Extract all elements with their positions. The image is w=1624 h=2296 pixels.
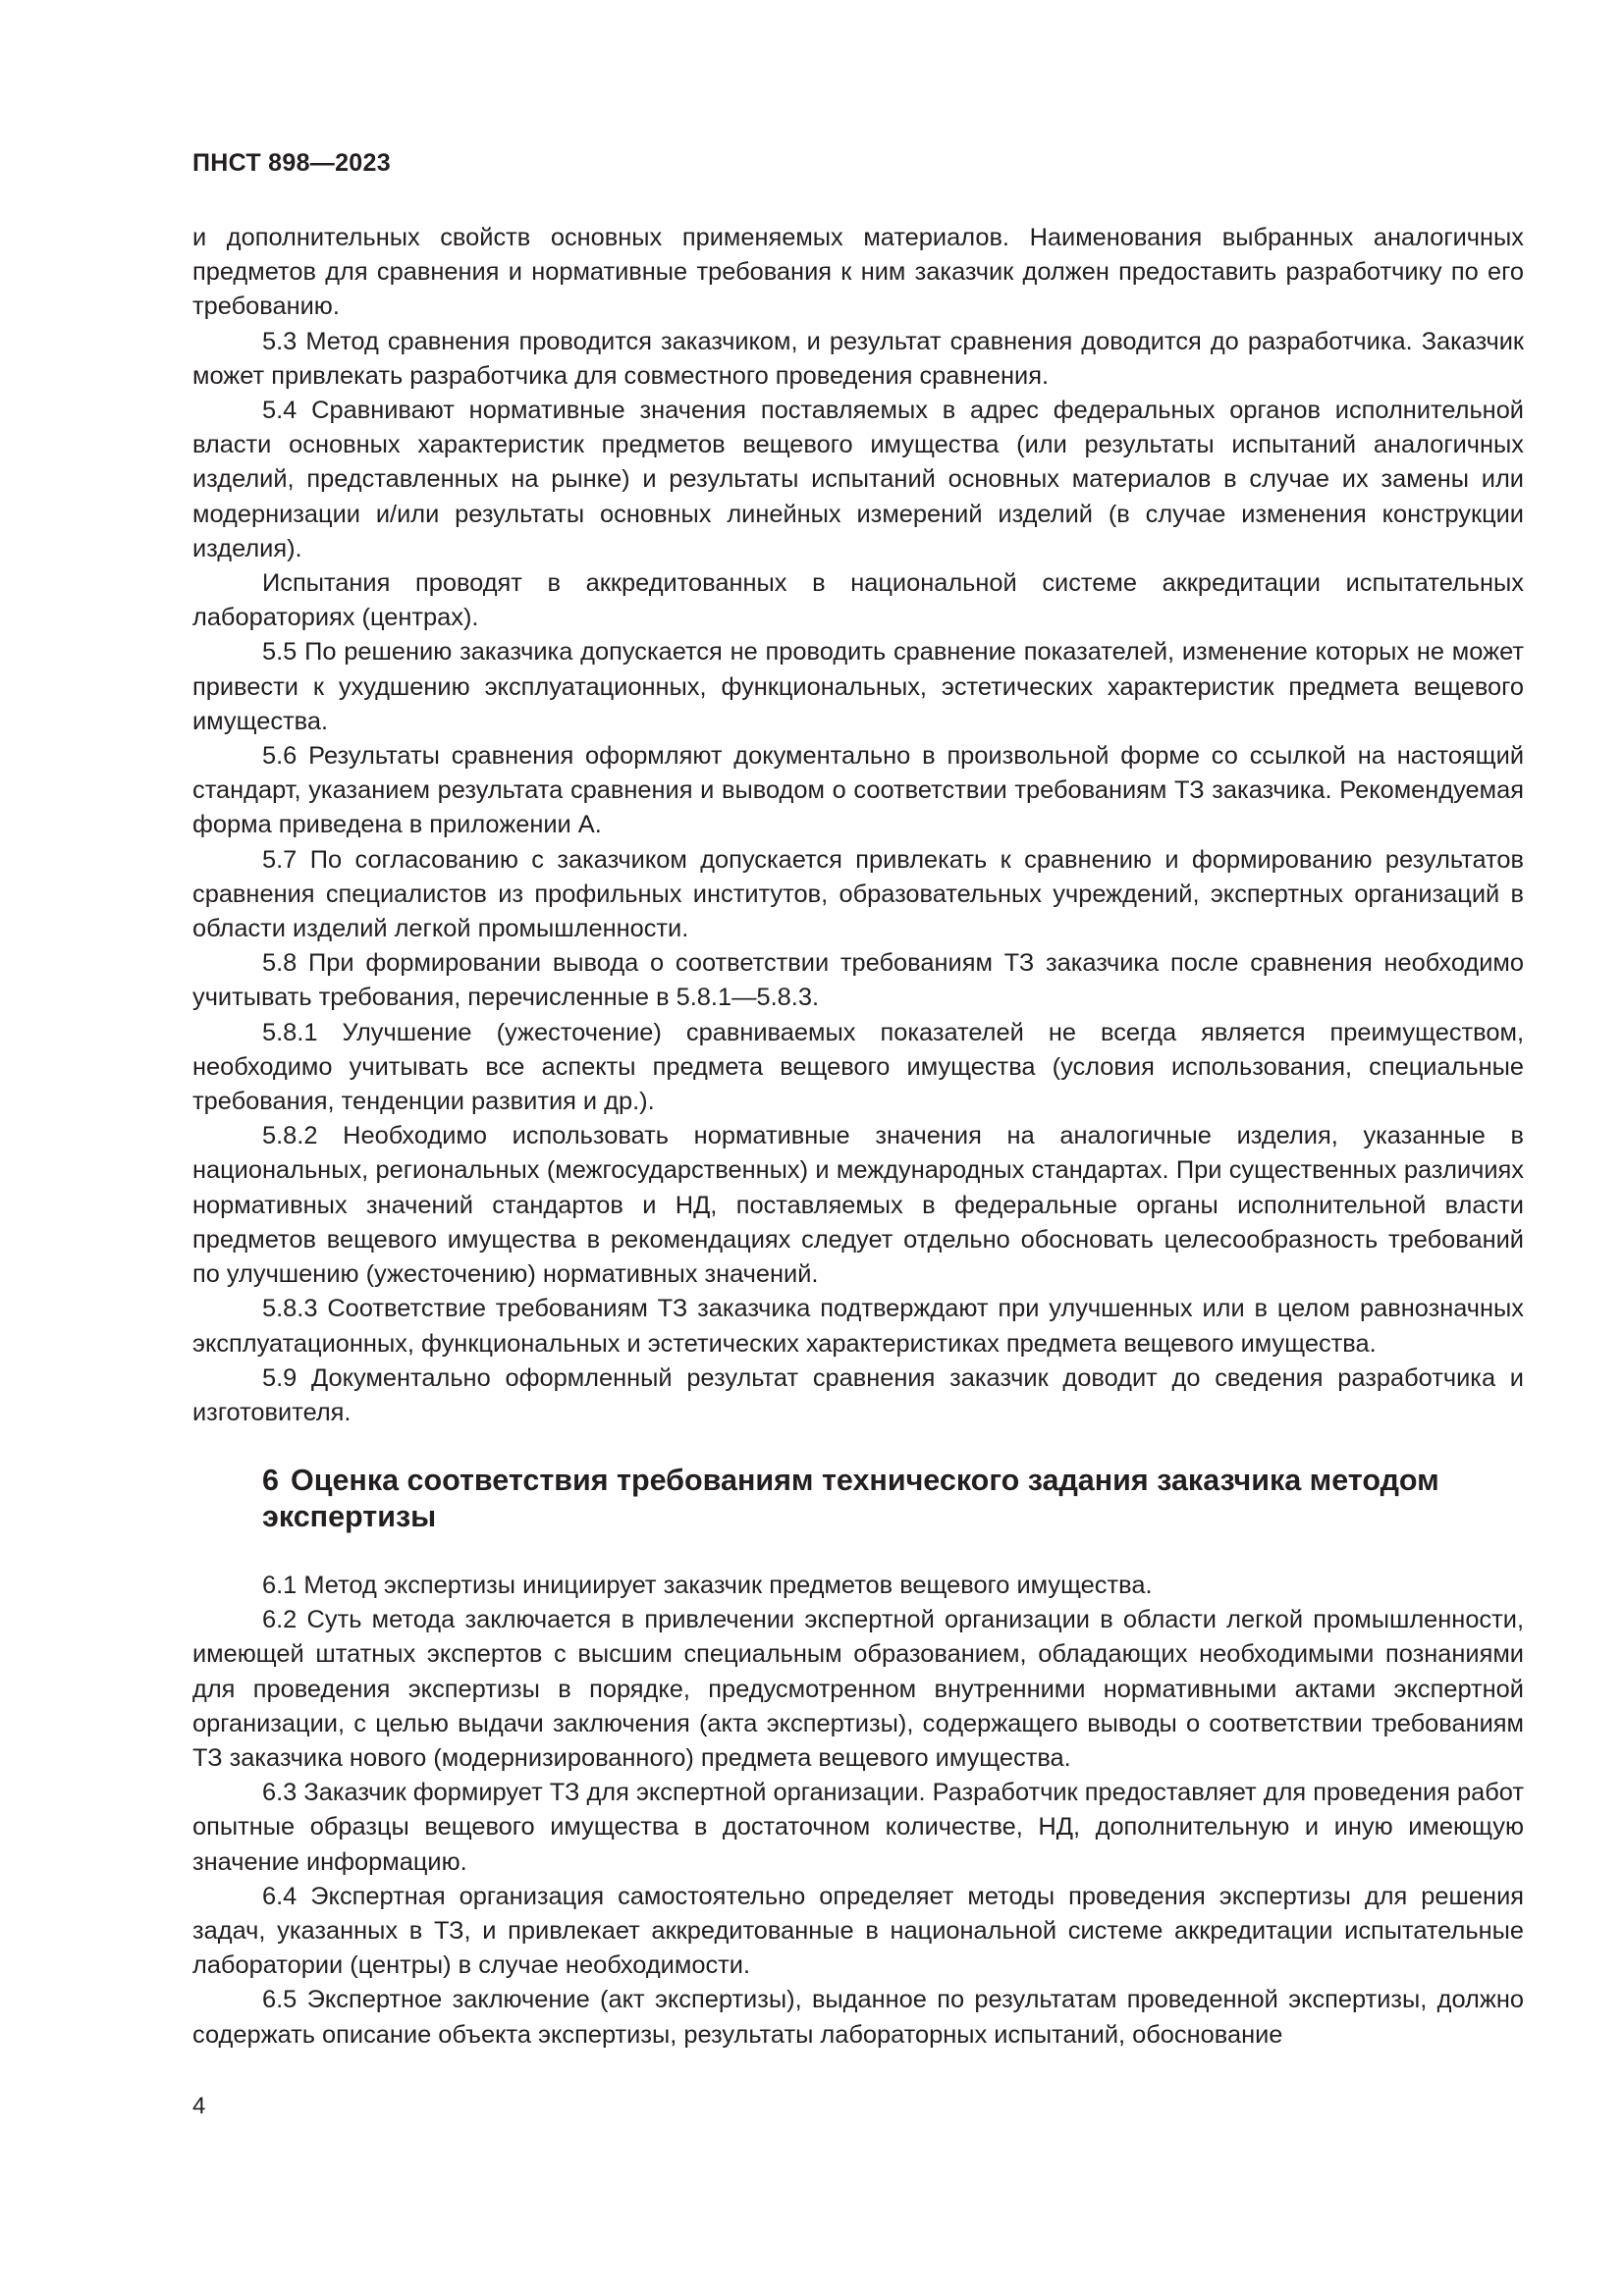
section-6-title: Оценка соответствия требованиям технического задания заказчика методом экспертизы [262,1464,1439,1533]
paragraph-6-5: 6.5 Экспертное заключение (акт экспертизы), выданное по результатам проведенной экспертизы, должно содержать описание объекта экспертизы, результаты лабораторных испытаний, обоснование [192,1986,1524,2049]
section-6-number: 6 [262,1464,279,1497]
paragraph-6-3: 6.3 Заказчик формирует ТЗ для экспертной организации. Разработчик предоставляет для проведения работ опытные образцы вещевого имущества в достаточном количестве, НД, дополнительную и иную имеющую значение информацию. [192,1779,1524,1876]
page-number: 4 [192,2093,206,2119]
paragraph-continuation: и дополнительных свойств основных применяемых материалов. Наименования выбранных аналогичных предметов для сравнения и нормативные требования к ним заказчик должен предоставить разработчику по его требованию. [192,224,1524,321]
paragraph-5-3: 5.3 Метод сравнения проводится заказчиком, и результат сравнения доводится до разработчика. Заказчик может привлекать разработчика для совместного проведения сравнения. [192,327,1524,390]
paragraph-6-2: 6.2 Суть метода заключается в привлечении экспертной организации в области легкой промышленности, имеющей штатных экспертов с высшим специальным образованием, обладающих необходимыми познаниями для проведения экспертизы в порядке, предусмотренном внутренними нормативными актами экспертной организации, с целью выдачи заключения (акта экспертизы), содержащего выводы о соответствии требованиям ТЗ заказчика нового (модернизированного) предмета вещевого имущества. [192,1606,1524,1773]
paragraph-5-6: 5.6 Результаты сравнения оформляют документально в произвольной форме со ссылкой на настоящий стандарт, указанием результата сравнения и выводом о соответствии требованиям ТЗ заказчика. Рекомендуемая форма приведена в приложении А. [192,742,1524,839]
paragraph-5-4: 5.4 Сравнивают нормативные значения поставляемых в адрес федеральных органов исполнительной власти основных характеристик предметов вещевого имущества (или результаты испытаний аналогичных изделий, представленных на рынке) и результаты испытаний основных материалов в случае их замены или модернизации и/или результаты основных линейных измерений изделий (в случае изменения конструкции изделия). [192,397,1524,562]
paragraph-5-8: 5.8 При формировании вывода о соответствии требованиям ТЗ заказчика после сравнения необходимо учитывать требования, перечисленные в 5.8.1—5.8.3. [192,949,1524,1012]
paragraph-testing-note: Испытания проводят в аккредитованных в национальной системе аккредитации испытательных лабораториях (центрах). [192,569,1524,632]
section-6-heading [262,1463,1519,1535]
paragraph-5-5: 5.5 По решению заказчика допускается не проводить сравнение показателей, изменение которых не может привести к ухудшению эксплуатационных, функциональных, эстетических характеристик предмета вещевого имущества. [192,638,1524,735]
paragraph-5-8-2: 5.8.2 Необходимо использовать нормативные значения на аналогичные изделия, указанные в национальных, региональных (межгосударственных) и международных стандартах. При существенных различиях нормативных значений стандартов и НД, поставляемых в федеральные органы исполнительной власти предметов вещевого имущества в рекомендациях следует отдельно обосновать целесообразность требований по улучшению (ужесточению) нормативных значений. [192,1122,1524,1289]
paragraph-5-8-1: 5.8.1 Улучшение (ужесточение) сравниваемых показателей не всегда является преимуществом, необходимо учитывать все аспекты предмета вещевого имущества (условия использования, специальные требования, тенденции развития и др.). [192,1018,1524,1116]
body-text-section-5 [192,221,1524,1430]
paragraph-5-8-3: 5.8.3 Соответствие требованиям ТЗ заказчика подтверждают при улучшенных или в целом равнозначных эксплуатационных, функциональных и эстетических характеристиках предмета вещевого имущества. [192,1295,1524,1358]
paragraph-5-7: 5.7 По согласованию с заказчиком допускается привлекать к сравнению и формированию результатов сравнения специалистов из профильных институтов, образовательных учреждений, экспертных организаций в области изделий легкой промышленности. [192,845,1524,943]
body-text-section-6 [192,1569,1524,2053]
paragraph-6-4: 6.4 Экспертная организация самостоятельно определяет методы проведения экспертизы для решения задач, указанных в ТЗ, и привлекает аккредитованные в национальной системе аккредитации испытательные лаборатории (центры) в случае необходимости. [192,1882,1524,1980]
document-code-header: ПНСТ 898—2023 [192,149,391,177]
paragraph-6-1: 6.1 Метод экспертизы инициирует заказчик предметов вещевого имущества. [262,1572,1153,1599]
paragraph-5-9: 5.9 Документально оформленный результат сравнения заказчик доводит до сведения разработчика и изготовителя. [192,1363,1524,1426]
